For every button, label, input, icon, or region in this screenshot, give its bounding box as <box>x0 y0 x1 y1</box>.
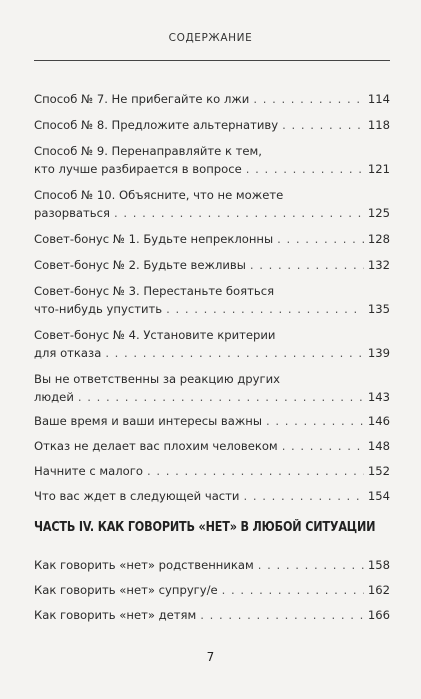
leader-dots <box>147 462 364 480</box>
toc-entry-page: 114 <box>367 92 390 106</box>
toc-entry-page: 125 <box>367 206 390 220</box>
toc-entry <box>34 462 390 480</box>
toc-entry-title: Способ № 7. Не прибегайте ко лжи <box>34 92 250 106</box>
leader-dots <box>282 437 364 455</box>
toc-entry-title: людей <box>34 390 74 404</box>
toc-entry-title: что-нибудь упустить <box>34 302 163 316</box>
toc-entry-title: Совет-бонус № 2. Будьте вежливы <box>34 258 246 272</box>
toc-entry-page: 152 <box>367 464 390 478</box>
toc-entry <box>34 437 390 455</box>
leader-dots <box>166 300 364 318</box>
toc-entry <box>34 186 390 222</box>
toc-entry-page: 121 <box>367 162 390 176</box>
toc-entry-page: 135 <box>367 302 390 316</box>
toc-entry-title: Как говорить «нет» детям <box>34 608 197 622</box>
leader-dots <box>200 606 364 624</box>
toc-entry-title: разорваться <box>34 206 110 220</box>
leader-dots <box>250 256 364 274</box>
toc-entry-title: Что вас ждет в следующей части <box>34 489 240 503</box>
toc-entry-page: 158 <box>367 558 390 572</box>
toc-entry-title-line1: Способ № 9. Перенаправляйте к тем, <box>34 144 262 158</box>
toc-entry <box>34 370 390 406</box>
toc-entry-title-line1: Совет-бонус № 4. Установите критерии <box>34 328 276 342</box>
toc-entry-page: 162 <box>367 583 390 597</box>
toc-entry-title: Отказ не делает вас плохим человеком <box>34 439 278 453</box>
toc-entry <box>34 556 390 574</box>
toc-entry <box>34 282 390 318</box>
toc-entry-title: для отказа <box>34 346 102 360</box>
toc-entry-title: Ваше время и ваши интересы важны <box>34 414 263 428</box>
toc-entry-page: 132 <box>367 258 390 272</box>
leader-dots <box>282 116 364 134</box>
toc-entry <box>34 256 390 274</box>
leader-dots <box>222 581 364 599</box>
leader-dots <box>78 388 364 406</box>
toc-entry-title: Способ № 8. Предложите альтернативу <box>34 118 279 132</box>
toc-entry-title-line1: Совет-бонус № 3. Перестаньте бояться <box>34 284 275 298</box>
toc-entry-title-line1: Вы не ответственны за реакцию других <box>34 372 280 386</box>
toc-entry-title-line1: Способ № 10. Объясните, что не можете <box>34 188 284 202</box>
leader-dots <box>258 556 364 574</box>
toc-entry <box>34 230 390 248</box>
leader-dots <box>243 487 363 505</box>
leader-dots <box>253 90 364 108</box>
toc-entry-page: 139 <box>367 346 390 360</box>
toc-entry-page: 143 <box>367 390 390 404</box>
toc-entry-title: Совет-бонус № 1. Будьте непреклонны <box>34 232 274 246</box>
toc-entry-page: 148 <box>367 439 390 453</box>
toc-entry <box>34 116 390 134</box>
toc-entry <box>34 90 390 108</box>
leader-dots <box>105 344 364 362</box>
page-header: СОДЕРЖАНИЕ <box>168 32 253 44</box>
toc-entry <box>34 142 390 178</box>
leader-dots <box>246 160 364 178</box>
toc-entry-title: Как говорить «нет» родственникам <box>34 558 254 572</box>
part-heading: ЧАСТЬ IV. КАК ГОВОРИТЬ «НЕТ» В ЛЮБОЙ СИТУАЦИИ <box>34 520 376 535</box>
toc-entry <box>34 581 390 599</box>
toc-entry-page: 128 <box>367 232 390 246</box>
toc-entry-title: кто лучше разбирается в вопросе <box>34 162 242 176</box>
toc-entry-page: 154 <box>367 489 390 503</box>
toc-entry <box>34 326 390 362</box>
toc-entry <box>34 412 390 430</box>
leader-dots <box>114 204 364 222</box>
leader-dots <box>277 230 364 248</box>
toc-entry-title: Как говорить «нет» супругу/е <box>34 583 218 597</box>
header-divider <box>34 60 390 61</box>
toc-entry <box>34 487 390 505</box>
toc-entry-page: 146 <box>367 414 390 428</box>
toc-entry-page: 118 <box>367 118 390 132</box>
leader-dots <box>266 412 364 430</box>
toc-entry <box>34 606 390 624</box>
toc-entry-page: 166 <box>367 608 390 622</box>
page-number: 7 <box>206 650 215 664</box>
toc-entry-title: Начните с малого <box>34 464 143 478</box>
